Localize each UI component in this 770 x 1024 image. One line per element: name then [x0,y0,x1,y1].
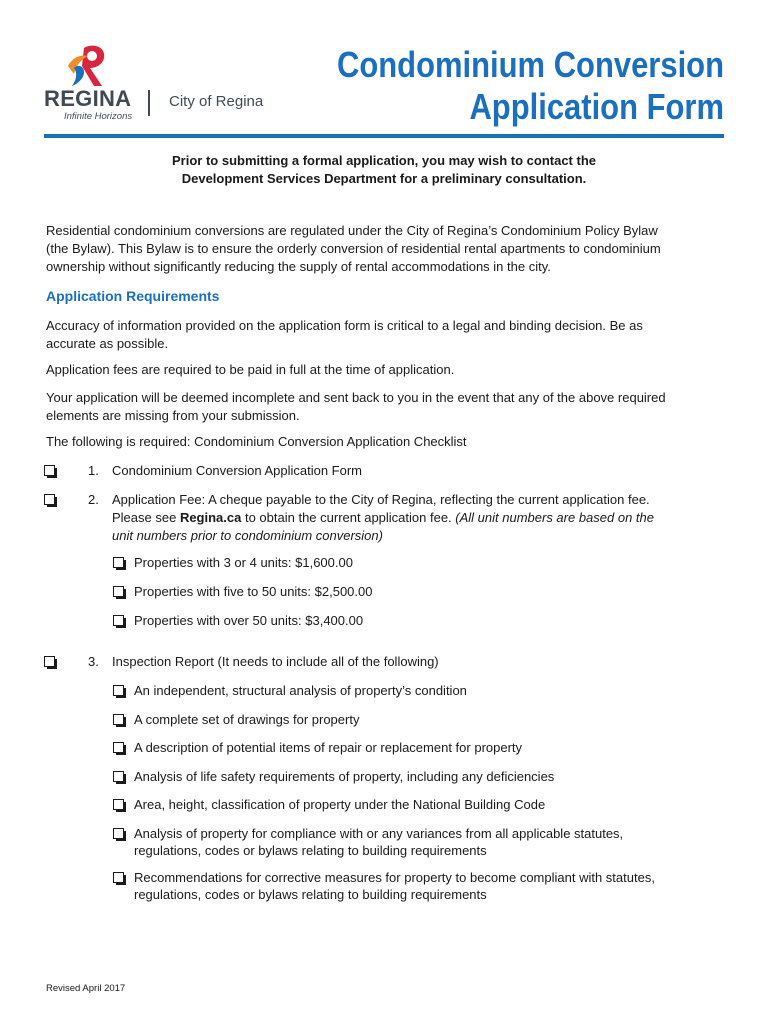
fee-option-2: Properties with five to 50 units: $2,500.00 [134,584,373,599]
regina-ca-link[interactable]: Regina.ca [179,510,242,525]
item-2-unit-note: (All unit numbers are based on the [455,510,655,525]
checkbox-inspection-7[interactable] [113,872,124,883]
inspection-item-1: An independent, structural analysis of property’s condition [134,683,467,698]
incomplete-paragraph [46,389,718,425]
header-rule [44,134,724,138]
inspection-item-6 [134,825,694,859]
checkbox-inspection-6[interactable] [113,828,124,839]
city-name: City of Regina [169,93,264,110]
fee-option-1: Properties with 3 or 4 units: $1,600.00 [134,555,353,570]
checkbox-inspection-5[interactable] [113,799,124,810]
item-2-line-3: unit numbers prior to condominium conversion) [112,528,383,543]
intro-paragraph [46,222,718,276]
inspection-item-7-line-1: Recommendations for corrective measures for property to become compliant with statutes, [134,870,655,885]
checkbox-inspection-4[interactable] [113,771,124,782]
item-2-line-1: Application Fee: A cheque payable to the City of Regina, reflecting the current application fee. [112,492,650,507]
item-1-number: 1. [88,463,99,478]
checkbox-fee-1[interactable] [113,557,124,568]
city-logo [44,44,274,124]
incomplete-line-1: Your application will be deemed incomplete and sent back to you in the event that any of the above required [46,390,666,405]
checkbox-fee-2[interactable] [113,586,124,597]
item-2-see: Please see [112,510,180,525]
consultation-notice [44,152,724,188]
notice-line-2: Development Services Department for a preliminary consultation. [181,171,587,186]
intro-line-2: (the Bylaw). This Bylaw is to ensure the orderly conversion of residential rental apartments to condominium [46,241,661,256]
item-2-text [112,491,702,545]
intro-line-1: Residential condominium conversions are regulated under the City of Regina’s Condominium Policy Bylaw [46,223,658,238]
inspection-item-7-line-2: regulations, codes or bylaws relating to building requirements [134,887,487,902]
fees-paragraph: Application fees are required to be paid in full at the time of application. [46,362,455,377]
notice-line-1: Prior to submitting a formal application, you may wish to contact the [172,153,596,168]
brand-tagline: Infinite Horizons [64,111,133,122]
accuracy-paragraph [46,317,718,353]
item-3-text: Inspection Report (It needs to include all of the following) [112,654,439,669]
accuracy-line-1: Accuracy of information provided on the application form is critical to a legal and binding decision. Be as [46,318,643,333]
inspection-item-4: Analysis of life safety requirements of property, including any deficiencies [134,769,555,784]
intro-line-3: ownership without significantly reducing the supply of rental accommodations in the city. [46,259,551,274]
item-2-line-2 [112,509,702,527]
item-2-obtain: to obtain the current application fee. [241,510,456,525]
checkbox-fee-3[interactable] [113,615,124,626]
accuracy-line-2: accurate as possible. [46,336,169,351]
item-3-number: 3. [88,654,99,669]
revision-date: Revised April 2017 [46,983,126,994]
title-line-1: Condominium Conversion [337,44,724,85]
inspection-item-6-line-2: regulations, codes or bylaws relating to building requirements [134,843,487,858]
checkbox-inspection-3[interactable] [113,742,124,753]
fee-option-3: Properties with over 50 units: $3,400.00 [134,613,364,628]
checkbox-item-2[interactable] [44,494,55,505]
logo-divider [148,90,150,116]
item-2-number: 2. [88,492,99,507]
item-1-text: Condominium Conversion Application Form [112,463,363,478]
page-title [337,44,724,128]
checkbox-item-1[interactable] [44,465,55,476]
checkbox-item-3[interactable] [44,656,55,667]
inspection-item-7 [134,869,694,903]
checkbox-inspection-1[interactable] [113,685,124,696]
checkbox-inspection-2[interactable] [113,714,124,725]
incomplete-line-2: elements are missing from your submission. [46,408,300,423]
inspection-item-6-line-1: Analysis of property for compliance with or any variances from all applicable statutes, [134,826,624,841]
inspection-item-5: Area, height, classification of property under the National Building Code [134,797,546,812]
title-line-2: Application Form [469,86,724,127]
inspection-item-3: A description of potential items of repair or replacement for property [134,740,523,755]
brand-name: REGINA [44,86,132,111]
section-heading: Application Requirements [46,288,220,304]
checklist-intro: The following is required: Condominium Conversion Application Checklist [46,434,467,449]
regina-r-logo-icon [62,44,112,90]
inspection-item-2: A complete set of drawings for property [134,712,360,727]
